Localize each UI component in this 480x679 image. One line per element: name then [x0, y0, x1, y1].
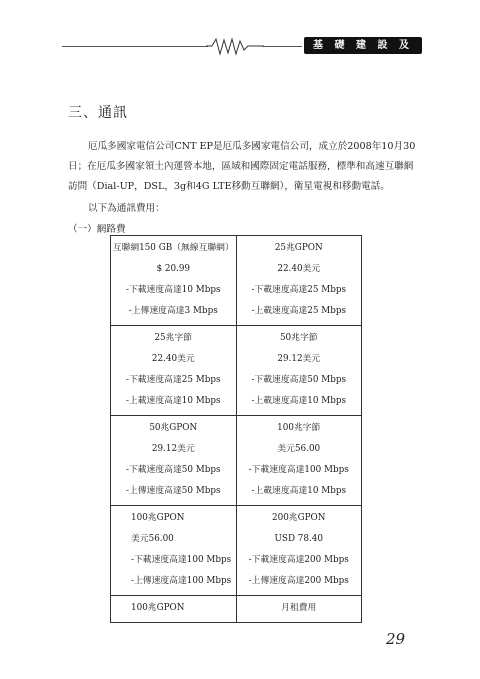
plan-price: USD 78.40 [274, 534, 323, 544]
network-fees-table [110, 235, 362, 623]
plan-speed: -下載速度高達100 Mbps [248, 465, 349, 475]
plan-name: 50兆字節 [279, 333, 318, 343]
plan-name: 50兆GPON [149, 423, 198, 433]
plan-speed: -下載速度高達200 Mbps [248, 555, 349, 565]
plan-name: 100兆字節 [277, 423, 321, 433]
header-title-badge [304, 37, 422, 68]
plan-name: 25兆GPON [274, 243, 323, 253]
plan-price: $ 20.99 [156, 264, 191, 274]
plan-cell [111, 596, 237, 623]
plan-cell [236, 236, 362, 326]
plan-speed: -上傳速度高達100 Mbps [131, 576, 232, 586]
page-number: 29 [386, 630, 406, 648]
plan-cell [236, 596, 362, 623]
plan-name: 25兆字節 [154, 333, 193, 343]
plan-speed: -下載速度高達50 Mbps [251, 375, 347, 385]
table-row [111, 326, 362, 416]
table-row [111, 506, 362, 596]
fees-intro: 以下為通訊費用： [88, 203, 165, 214]
heartbeat-line-icon [206, 36, 264, 58]
plan-name: 互聯網150 GB（無線互聯網） [112, 243, 234, 253]
plan-speed: -下載速度高達25 Mbps [125, 375, 221, 385]
plan-price: 美元56.00 [131, 534, 174, 544]
subheading-network-fees: （一）網路費 [68, 224, 126, 235]
plan-speed: -上傳速度高達50 Mbps [125, 486, 221, 496]
plan-cell [111, 416, 237, 506]
plan-price: 22.40美元 [277, 264, 321, 274]
plan-name: 100兆GPON [131, 513, 185, 523]
plan-speed: -上載速度高達10 Mbps [125, 396, 221, 406]
plan-cell [236, 506, 362, 596]
plan-speed: -下載速度高達100 Mbps [131, 555, 232, 565]
header-rule-left [62, 46, 208, 47]
plan-cell [111, 326, 237, 416]
plan-speed: -上載速度高達25 Mbps [251, 306, 347, 316]
plan-price: 美元56.00 [277, 444, 321, 454]
header-title: 基 礎 建 設 及 成 本 [313, 40, 413, 68]
plan-price: 29.12美元 [277, 354, 321, 364]
plan-name: 月租費用 [281, 603, 317, 613]
plan-cell [111, 236, 237, 326]
plan-name: 200兆GPON [272, 513, 326, 523]
table-row [111, 236, 362, 326]
plan-cell [236, 416, 362, 506]
plan-speed: -上載速度高達10 Mbps [251, 486, 347, 496]
section-paragraph: 厄瓜多國家電信公司CNT EP是厄瓜多國家電信公司，成立於2008年10月30日；在厄瓜多國家領土內運營本地，區域和國際固定電話服務，標準和高速互聯網訪問（Dial-UP，DSL，3g和4G LTE移動互聯網），衛星電視和移動電話。 [68, 141, 416, 192]
plan-speed: -下載速度高達50 Mbps [125, 465, 221, 475]
table-row [111, 416, 362, 506]
section-title: 三、通訊 [68, 105, 128, 121]
plan-price: 29.12美元 [151, 444, 195, 454]
plan-price: 22.40美元 [151, 354, 195, 364]
plan-speed: -下載速度高達25 Mbps [251, 285, 347, 295]
plan-cell [236, 326, 362, 416]
plan-speed: -上傳速度高達200 Mbps [248, 576, 349, 586]
plan-cell [111, 506, 237, 596]
plan-speed: -上載速度高達10 Mbps [251, 396, 347, 406]
plan-speed: -上傳速度高達3 Mbps [128, 306, 218, 316]
plan-name: 100兆GPON [131, 603, 185, 613]
plan-speed: -下載速度高達10 Mbps [125, 285, 221, 295]
table-row [111, 596, 362, 623]
header-rule-right [262, 46, 302, 47]
